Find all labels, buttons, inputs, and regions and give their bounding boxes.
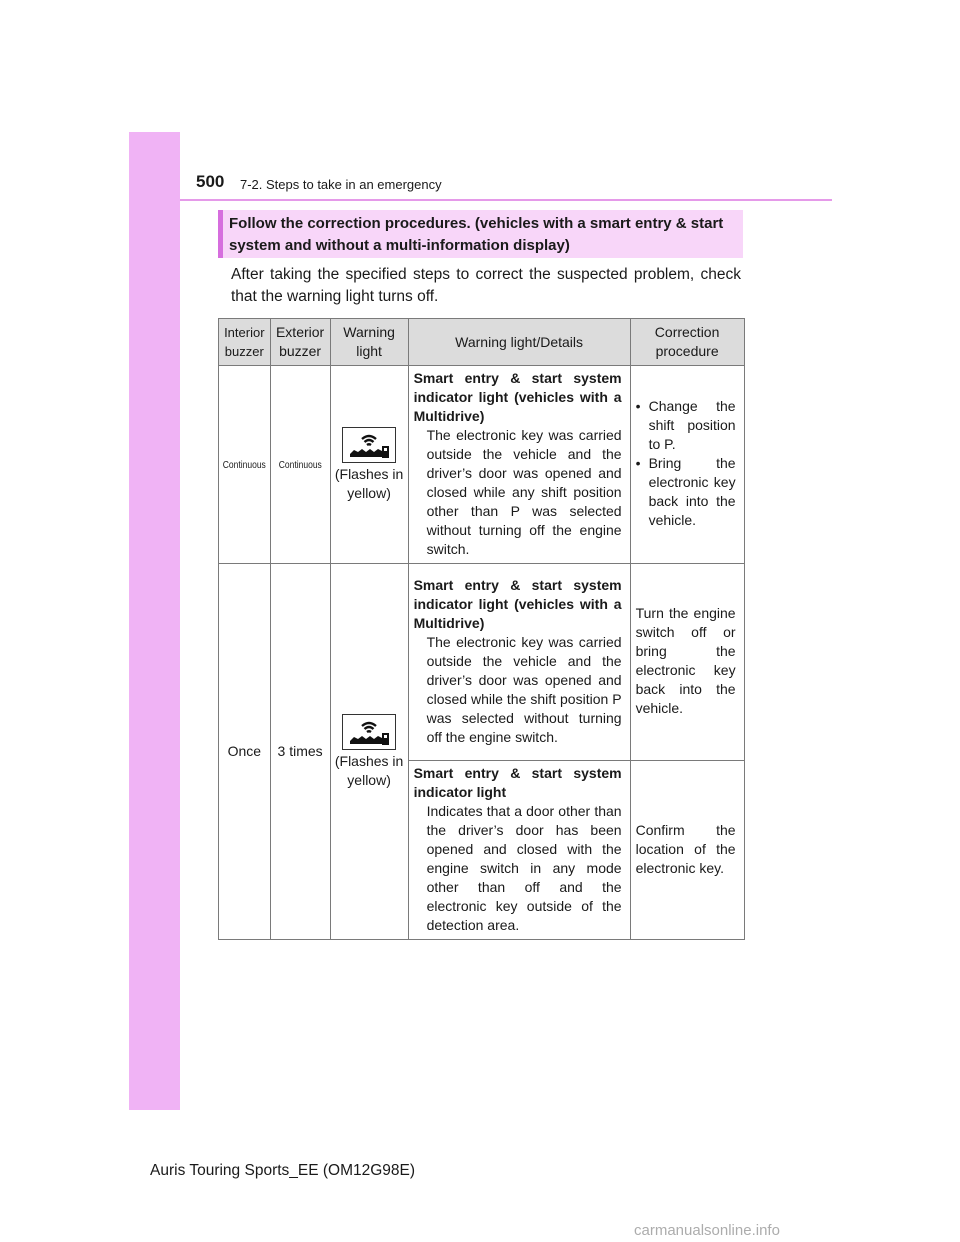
correction-list: [636, 397, 736, 530]
warning-light-cell: [330, 564, 408, 940]
header-exterior-buzzer: Exterior buzzer: [270, 319, 330, 366]
details-title: Smart entry & start system indicator light (vehicles with a Multidrive): [413, 577, 622, 631]
callout-heading: Follow the correction procedures. (vehicles with a smart entry & start system and without a multi-information display): [218, 210, 743, 258]
details-title: Smart entry & start system indicator light (vehicles with a Multidrive): [413, 370, 622, 424]
table-row: [219, 366, 745, 564]
details-body: Indicates that a door other than the driver’s door has been opened and closed with the engine switch in any mode other than off and the electronic key outside of the detection area.: [426, 803, 622, 933]
page-number: 500: [196, 172, 225, 191]
details-cell: [408, 761, 630, 940]
header-details: Warning light/Details: [408, 319, 630, 366]
warning-light-note: (Flashes in yellow): [334, 752, 404, 788]
header-correction: Correction procedure: [630, 319, 744, 366]
section-title: 7-2. Steps to take in an emergency: [240, 177, 442, 192]
exterior-buzzer-cell: [270, 366, 330, 564]
header-warning-light: Warning light: [330, 319, 408, 366]
details-cell: [408, 366, 630, 564]
header-interior-buzzer: Interior buzzer: [219, 319, 271, 366]
footer-model: Auris Touring Sports_EE (OM12G98E): [150, 1162, 416, 1179]
correction-cell: [630, 366, 744, 564]
table-header-row: [219, 319, 745, 366]
warning-light-cell: [330, 366, 408, 564]
correction-cell: Turn the engine switch off or bring the electronic key back into the vehicle.: [630, 564, 744, 761]
correction-cell: Confirm the location of the electronic key.: [630, 761, 744, 940]
table-row: [219, 564, 745, 761]
watermark: carmanualsonline.info: [634, 1222, 780, 1239]
chapter-side-band: [129, 132, 180, 1110]
header-divider: [180, 199, 832, 201]
warning-table: [218, 318, 745, 940]
smart-key-indicator-icon: [342, 714, 396, 750]
details-cell: [408, 564, 630, 761]
details-body: The electronic key was carried outside the vehicle and the driver’s door was opened and closed while any shift position other than P was selected without turning off the engine switch.: [426, 427, 622, 557]
smart-key-indicator-icon: [342, 427, 396, 463]
exterior-buzzer-value: Continuous: [278, 460, 322, 471]
correction-item: • Bring the electronic key back into the vehicle.: [636, 454, 736, 530]
exterior-buzzer-cell: 3 times: [270, 564, 330, 940]
details-title: Smart entry & start system indicator light: [413, 765, 622, 800]
interior-buzzer-cell: [219, 366, 271, 564]
interior-buzzer-cell: Once: [219, 564, 271, 940]
details-body: The electronic key was carried outside the vehicle and the driver’s door was opened and closed while the shift position P was selected without turning off the engine switch.: [426, 634, 622, 745]
interior-buzzer-value: Continuous: [222, 460, 266, 471]
intro-paragraph: After taking the specified steps to correct the suspected problem, check that the warning light turns off.: [231, 266, 741, 305]
correction-item: • Change the shift position to P.: [636, 397, 736, 454]
warning-light-note: (Flashes in yellow): [334, 465, 404, 501]
